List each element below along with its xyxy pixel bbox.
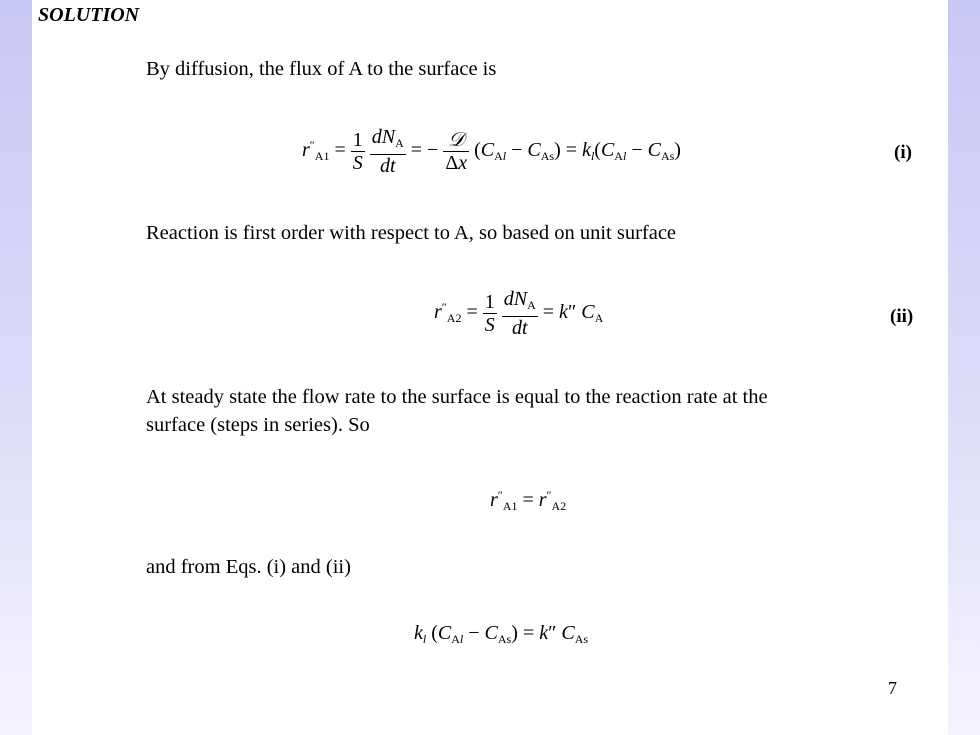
equation-final: $k_l$ $(C_{Al} - C_{As}) = k''$ $C_{As}$	[414, 622, 589, 646]
paragraph-steady-state-line1: At steady state the flow rate to the surface is equal to the reaction rate at the	[146, 386, 768, 408]
slide-page	[32, 0, 948, 735]
paragraph-from-eqs: and from Eqs. (i) and (ii)	[146, 556, 351, 578]
equation-rate-equality: $r''_{A1} = r''_{A2}$	[490, 488, 567, 513]
equation-ii: $r''_{A2}$ = $\frac{1}{S}$ $\frac{dN_A}{dt}$ = k″ $C_A$	[434, 288, 604, 339]
page-number: 7	[888, 678, 897, 698]
equation-ii-tag: (ii)	[890, 306, 914, 327]
equation-i-tag: (i)	[894, 142, 912, 163]
paragraph-reaction: Reaction is first order with respect to A, so based on unit surface	[146, 222, 677, 244]
section-heading: SOLUTION	[38, 4, 140, 26]
equation-i: $r''_{A1}$ = $\frac{1}{S}$ $\frac{dN_A}{dt}$ = − $\frac{\text{𝒟}}{\Delta x}$ $(C_{Al} - C_{As}) = k_l(C_{Al} - C_{As})$	[302, 126, 681, 177]
paragraph-steady-state-line2: surface (steps in series). So	[146, 414, 370, 436]
paragraph-diffusion: By diffusion, the flux of A to the surface is	[146, 58, 497, 80]
